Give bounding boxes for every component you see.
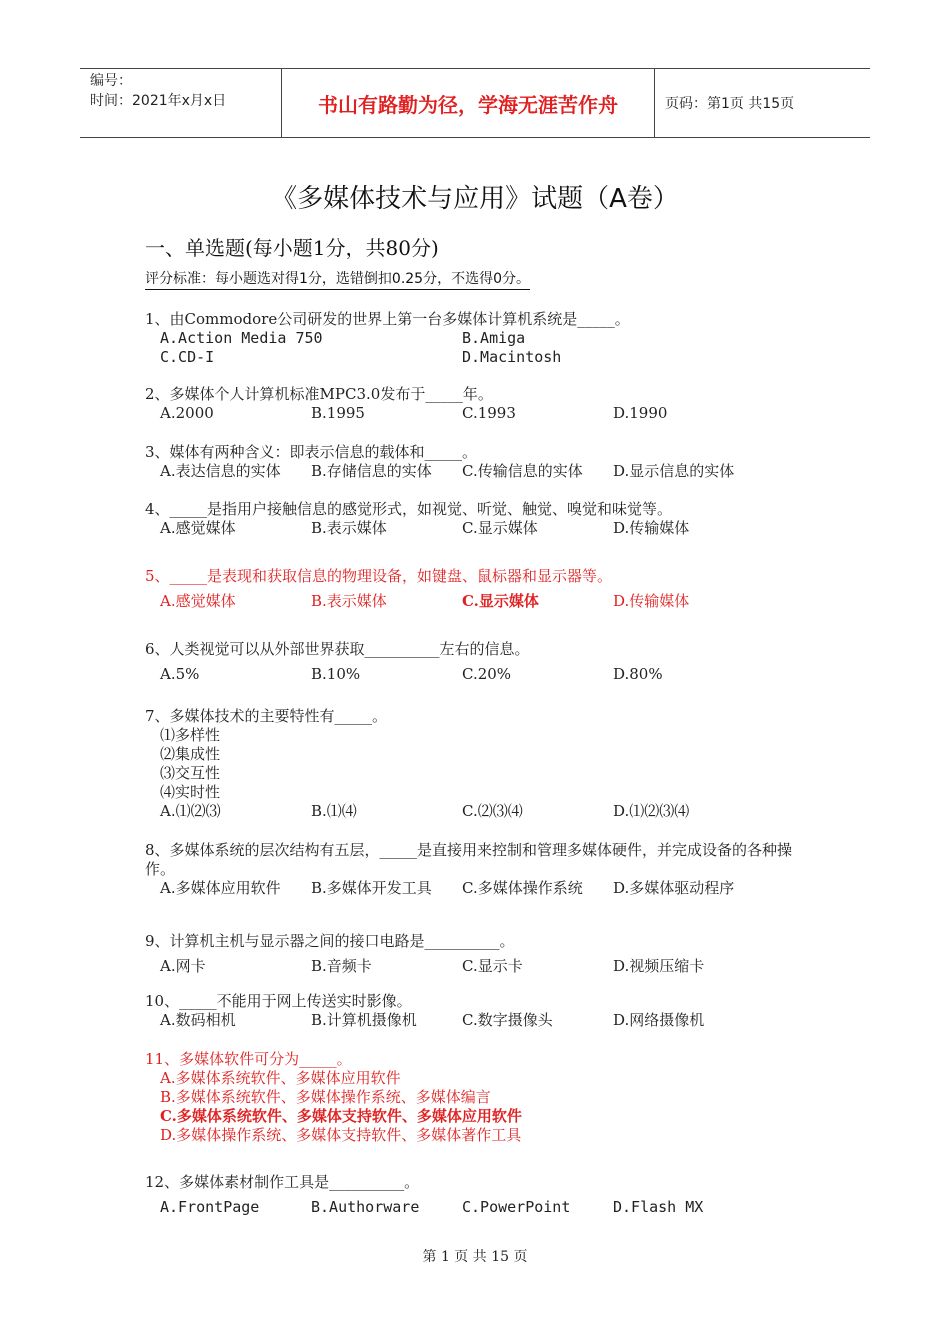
options: [160, 662, 810, 687]
question-10: [145, 992, 810, 1030]
question-stem: 8、多媒体系统的层次结构有五层，_____是直接用来控制和管理多媒体硬件，并完成设备的各种操作。: [145, 841, 793, 878]
option-b: B.表示媒体: [311, 592, 387, 610]
question-stem: 6、人类视觉可以从外部世界获取__________左右的信息。: [145, 640, 530, 658]
question-stem: 10、_____不能用于网上传送实时影像。: [145, 992, 412, 1010]
question-stem: 7、多媒体技术的主要特性有_____。: [145, 707, 388, 725]
question-stem: 12、多媒体素材制作工具是__________。: [145, 1173, 420, 1191]
options: [160, 589, 810, 614]
question-7: [145, 707, 810, 821]
option-c: C.传输信息的实体: [462, 462, 583, 480]
option-b: B.Authorware: [311, 1198, 420, 1216]
options: [160, 954, 810, 979]
time-label: 时间：2021年x月x日: [90, 93, 227, 109]
option-c: C.⑵⑶⑷: [462, 802, 523, 820]
scoring-criteria: 评分标准：每小题选对得1分，选错倒扣0.25分，不选得0分。: [145, 268, 530, 290]
question-stem: 4、_____是指用户接触信息的感觉形式，如视觉、听觉、触觉、嗅觉和味觉等。: [145, 500, 673, 518]
option-c: C.显示媒体: [462, 519, 538, 537]
option-d: D.显示信息的实体: [613, 462, 735, 480]
question-3: [145, 443, 810, 481]
options: [160, 404, 810, 423]
option-a: A.2000: [160, 404, 214, 422]
header-meta: [80, 69, 280, 137]
option-c: C.CD-I: [160, 348, 215, 366]
sub-item: ⑵集成性: [160, 745, 221, 763]
number-label: 编号：: [90, 73, 132, 89]
option-b: B.存储信息的实体: [311, 462, 432, 480]
options: [160, 1195, 810, 1220]
question-stem: 2、多媒体个人计算机标准MPC3.0发布于_____年。: [145, 385, 493, 403]
option-c: C.20%: [462, 665, 512, 683]
question-stem: 1、由Commodore公司研发的世界上第一台多媒体计算机系统是_____。: [145, 310, 630, 328]
option-a: A.多媒体系统软件、多媒体应用软件: [160, 1069, 401, 1087]
question-stem: 9、计算机主机与显示器之间的接口电路是__________。: [145, 932, 515, 950]
question-11: [145, 1050, 810, 1145]
option-b: B.Amiga: [462, 329, 526, 347]
sub-items: [160, 726, 810, 802]
question-5: [145, 564, 810, 614]
option-c: C.PowerPoint: [462, 1198, 571, 1216]
options: [160, 348, 810, 367]
option-b: B.音频卡: [311, 957, 372, 975]
question-4: [145, 500, 810, 538]
option-a: A.⑴⑵⑶: [160, 802, 221, 820]
option-a: A.数码相机: [160, 1011, 236, 1029]
option-b: B.1995: [311, 404, 365, 422]
question-2: [145, 385, 810, 423]
option-d: D.网络摄像机: [613, 1011, 705, 1029]
option-d: D.视频压缩卡: [613, 957, 705, 975]
option-b: B.⑴⑷: [311, 802, 357, 820]
option-b: B.计算机摄像机: [311, 1011, 417, 1029]
option-a: A.感觉媒体: [160, 519, 236, 537]
question-1: [145, 310, 810, 367]
question-8: [145, 841, 810, 898]
option-d: D.多媒体驱动程序: [613, 879, 735, 897]
option-a: A.Action Media 750: [160, 329, 323, 347]
option-b: B.多媒体开发工具: [311, 879, 432, 897]
question-12: [145, 1170, 810, 1220]
options: [160, 1069, 810, 1145]
options: [160, 519, 810, 538]
option-a: A.5%: [160, 665, 200, 683]
options: [160, 1011, 810, 1030]
page-footer: 第 1 页 共 15 页: [422, 1249, 528, 1265]
option-a: A.感觉媒体: [160, 592, 236, 610]
option-d: D.⑴⑵⑶⑷: [613, 802, 690, 820]
option-c-correct: C.显示媒体: [462, 592, 539, 610]
page-info: 页码：第1页 共15页: [665, 96, 795, 112]
option-c: C.数字摄像头: [462, 1011, 553, 1029]
question-stem: 11、多媒体软件可分为_____。: [145, 1050, 352, 1068]
page-header: [80, 68, 870, 138]
option-b: B.多媒体系统软件、多媒体操作系统、多媒体编言: [160, 1088, 491, 1106]
option-c: C.1993: [462, 404, 516, 422]
question-9: [145, 929, 810, 979]
options: [160, 329, 810, 348]
option-c: C.多媒体操作系统: [462, 879, 583, 897]
option-d: D.多媒体操作系统、多媒体支持软件、多媒体著作工具: [160, 1126, 522, 1144]
sub-item: ⑶交互性: [160, 764, 221, 782]
option-d: D.传输媒体: [613, 592, 690, 610]
question-stem: 3、媒体有两种含义：即表示信息的载体和_____。: [145, 443, 478, 461]
option-c-correct: C.多媒体系统软件、多媒体支持软件、多媒体应用软件: [160, 1107, 522, 1125]
option-b: B.10%: [311, 665, 361, 683]
motto: 书山有路勤为径，学海无涯苦作舟: [281, 69, 655, 137]
option-a: A.表达信息的实体: [160, 462, 281, 480]
options: [160, 462, 810, 481]
option-b: B.表示媒体: [311, 519, 387, 537]
sub-item: ⑴多样性: [160, 726, 221, 744]
question-6: [145, 637, 810, 687]
sub-item: ⑷实时性: [160, 783, 221, 801]
option-a: A.多媒体应用软件: [160, 879, 281, 897]
question-stem: 5、_____是表现和获取信息的物理设备，如键盘、鼠标器和显示器等。: [145, 567, 613, 585]
option-d: D.80%: [613, 665, 663, 683]
options: [160, 879, 810, 898]
options: [160, 802, 810, 821]
exam-title: 《多媒体技术与应用》试题（A卷）: [271, 184, 679, 214]
section-heading: 一、单选题(每小题1分，共80分): [145, 236, 439, 260]
option-d: D.Flash MX: [613, 1198, 704, 1216]
option-d: D.传输媒体: [613, 519, 690, 537]
option-c: C.显示卡: [462, 957, 523, 975]
option-a: A.网卡: [160, 957, 206, 975]
option-d: D.1990: [613, 404, 668, 422]
option-a: A.FrontPage: [160, 1198, 260, 1216]
option-d: D.Macintosh: [462, 348, 562, 366]
